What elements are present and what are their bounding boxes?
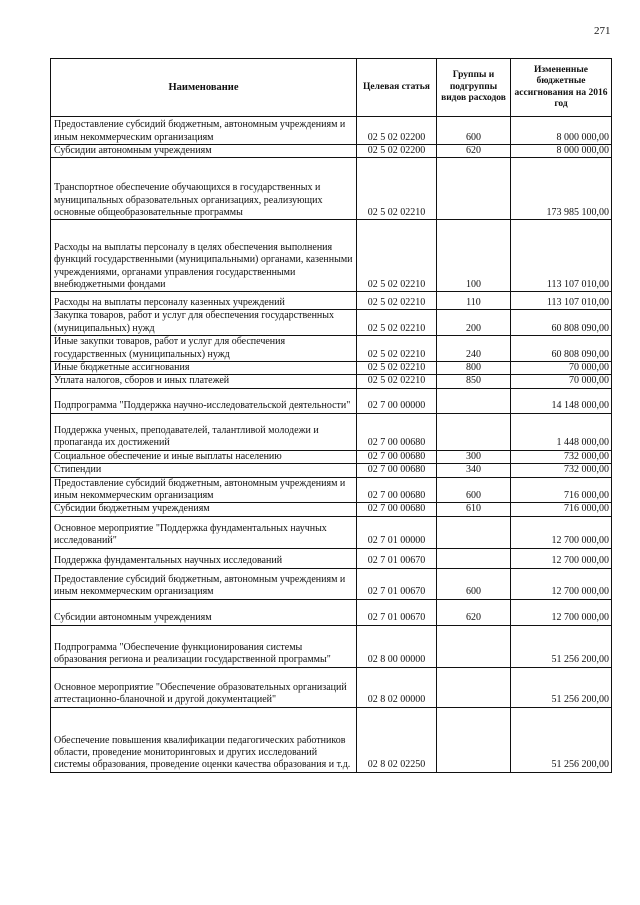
table-row bbox=[51, 336, 612, 362]
table-row bbox=[51, 599, 612, 625]
cell-code: 02 5 02 02210 bbox=[357, 220, 437, 292]
cell-amount: 716 000,00 bbox=[511, 503, 612, 516]
cell-name: Предоставление субсидий бюджетным, автономным учреждениям и иным некоммерческим организациям bbox=[51, 117, 357, 145]
cell-code: 02 7 01 00670 bbox=[357, 568, 437, 599]
cell-name: Предоставление субсидий бюджетным, автономным учреждениям и иным некоммерческим организациям bbox=[51, 568, 357, 599]
cell-group: 620 bbox=[437, 599, 511, 625]
cell-group bbox=[437, 625, 511, 667]
table-row bbox=[51, 477, 612, 503]
cell-amount: 12 700 000,00 bbox=[511, 516, 612, 548]
cell-group: 100 bbox=[437, 220, 511, 292]
cell-group: 110 bbox=[437, 292, 511, 310]
cell-name: Обеспечение повышения квалификации педагогических работников области, проведение мониторинговых и других исследований системы образования, проведение оценки качества образования и т.д. bbox=[51, 707, 357, 772]
cell-name: Предоставление субсидий бюджетным, автономным учреждениям и иным некоммерческим организациям bbox=[51, 477, 357, 503]
cell-group: 600 bbox=[437, 117, 511, 145]
header-code: Целевая статья bbox=[357, 59, 437, 117]
cell-amount: 60 808 090,00 bbox=[511, 310, 612, 336]
cell-amount: 8 000 000,00 bbox=[511, 145, 612, 158]
table-row bbox=[51, 388, 612, 413]
cell-code: 02 5 02 02210 bbox=[357, 292, 437, 310]
cell-name: Подпрограмма "Поддержка научно-исследовательской деятельности" bbox=[51, 388, 357, 413]
table-row bbox=[51, 568, 612, 599]
cell-group: 610 bbox=[437, 503, 511, 516]
cell-code: 02 8 02 02250 bbox=[357, 707, 437, 772]
table-row bbox=[51, 625, 612, 667]
cell-amount: 70 000,00 bbox=[511, 362, 612, 375]
cell-code: 02 5 02 02200 bbox=[357, 117, 437, 145]
cell-name: Подпрограмма "Обеспечение функционирования системы образования региона и реализации государственной программы" bbox=[51, 625, 357, 667]
cell-group: 850 bbox=[437, 375, 511, 388]
cell-name: Закупка товаров, работ и услуг для обеспечения государственных (муниципальных) нужд bbox=[51, 310, 357, 336]
cell-name: Расходы на выплаты персоналу казенных учреждений bbox=[51, 292, 357, 310]
cell-name: Транспортное обеспечение обучающихся в государственных и муниципальных образовательных организациях, реализующих основные общеобразовательные программы bbox=[51, 158, 357, 220]
cell-name: Поддержка ученых, преподавателей, талантливой молодежи и пропаганда их достижений bbox=[51, 413, 357, 450]
cell-amount: 173 985 100,00 bbox=[511, 158, 612, 220]
table-row bbox=[51, 450, 612, 463]
cell-code: 02 7 00 00680 bbox=[357, 450, 437, 463]
table-row bbox=[51, 548, 612, 568]
cell-group: 200 bbox=[437, 310, 511, 336]
cell-amount: 51 256 200,00 bbox=[511, 707, 612, 772]
cell-group: 240 bbox=[437, 336, 511, 362]
cell-amount: 70 000,00 bbox=[511, 375, 612, 388]
table-row bbox=[51, 464, 612, 477]
cell-code: 02 8 02 00000 bbox=[357, 667, 437, 707]
cell-code: 02 7 01 00670 bbox=[357, 548, 437, 568]
page-number: 271 bbox=[594, 25, 611, 37]
cell-group: 340 bbox=[437, 464, 511, 477]
cell-code: 02 7 01 00670 bbox=[357, 599, 437, 625]
cell-code: 02 7 00 00680 bbox=[357, 464, 437, 477]
cell-amount: 1 448 000,00 bbox=[511, 413, 612, 450]
header-name: Наименование bbox=[51, 59, 357, 117]
cell-amount: 732 000,00 bbox=[511, 464, 612, 477]
cell-amount: 60 808 090,00 bbox=[511, 336, 612, 362]
table-row bbox=[51, 310, 612, 336]
table-row bbox=[51, 503, 612, 516]
header-amount: Измененные бюджетные ассигнования на 2016 год bbox=[511, 59, 612, 117]
cell-group: 600 bbox=[437, 568, 511, 599]
cell-amount: 12 700 000,00 bbox=[511, 599, 612, 625]
cell-group: 600 bbox=[437, 477, 511, 503]
cell-group bbox=[437, 158, 511, 220]
cell-code: 02 5 02 02210 bbox=[357, 375, 437, 388]
cell-name: Основное мероприятие "Поддержка фундаментальных научных исследований" bbox=[51, 516, 357, 548]
cell-name: Субсидии бюджетным учреждениям bbox=[51, 503, 357, 516]
cell-amount: 12 700 000,00 bbox=[511, 568, 612, 599]
cell-group bbox=[437, 548, 511, 568]
cell-name: Основное мероприятие "Обеспечение образовательных организаций аттестационно-бланочной и другой документацией" bbox=[51, 667, 357, 707]
cell-amount: 51 256 200,00 bbox=[511, 667, 612, 707]
table-row bbox=[51, 375, 612, 388]
cell-group bbox=[437, 707, 511, 772]
cell-code: 02 7 00 00680 bbox=[357, 413, 437, 450]
cell-name: Субсидии автономным учреждениям bbox=[51, 599, 357, 625]
cell-group bbox=[437, 667, 511, 707]
cell-name: Иные бюджетные ассигнования bbox=[51, 362, 357, 375]
cell-code: 02 5 02 02200 bbox=[357, 145, 437, 158]
cell-name: Социальное обеспечение и иные выплаты населению bbox=[51, 450, 357, 463]
cell-group: 620 bbox=[437, 145, 511, 158]
cell-name: Расходы на выплаты персоналу в целях обеспечения выполнения функций государственными (муниципальными) органами, казенными учреждениями, органами управления государственными внебюджетными фондами bbox=[51, 220, 357, 292]
cell-group bbox=[437, 388, 511, 413]
cell-name: Стипендии bbox=[51, 464, 357, 477]
cell-code: 02 5 02 02210 bbox=[357, 336, 437, 362]
table-row bbox=[51, 413, 612, 450]
cell-code: 02 8 00 00000 bbox=[357, 625, 437, 667]
cell-amount: 732 000,00 bbox=[511, 450, 612, 463]
cell-code: 02 5 02 02210 bbox=[357, 158, 437, 220]
header-group: Группы и подгруппы видов расходов bbox=[437, 59, 511, 117]
header-row bbox=[51, 59, 612, 117]
cell-name: Уплата налогов, сборов и иных платежей bbox=[51, 375, 357, 388]
cell-name: Поддержка фундаментальных научных исследований bbox=[51, 548, 357, 568]
cell-name: Субсидии автономным учреждениям bbox=[51, 145, 357, 158]
cell-code: 02 7 01 00000 bbox=[357, 516, 437, 548]
cell-name: Иные закупки товаров, работ и услуг для обеспечения государственных (муниципальных) нужд bbox=[51, 336, 357, 362]
table-row bbox=[51, 362, 612, 375]
cell-code: 02 5 02 02210 bbox=[357, 310, 437, 336]
cell-amount: 12 700 000,00 bbox=[511, 548, 612, 568]
cell-code: 02 5 02 02210 bbox=[357, 362, 437, 375]
table-row bbox=[51, 145, 612, 158]
cell-group bbox=[437, 413, 511, 450]
cell-group: 800 bbox=[437, 362, 511, 375]
table-row bbox=[51, 292, 612, 310]
table-row bbox=[51, 516, 612, 548]
table-row bbox=[51, 707, 612, 772]
cell-amount: 716 000,00 bbox=[511, 477, 612, 503]
table-row bbox=[51, 158, 612, 220]
cell-amount: 51 256 200,00 bbox=[511, 625, 612, 667]
cell-group bbox=[437, 516, 511, 548]
cell-amount: 113 107 010,00 bbox=[511, 292, 612, 310]
cell-amount: 8 000 000,00 bbox=[511, 117, 612, 145]
cell-code: 02 7 00 00680 bbox=[357, 477, 437, 503]
budget-table bbox=[50, 58, 612, 773]
cell-code: 02 7 00 00000 bbox=[357, 388, 437, 413]
cell-group: 300 bbox=[437, 450, 511, 463]
table-row bbox=[51, 667, 612, 707]
table-row bbox=[51, 117, 612, 145]
cell-amount: 14 148 000,00 bbox=[511, 388, 612, 413]
cell-amount: 113 107 010,00 bbox=[511, 220, 612, 292]
cell-code: 02 7 00 00680 bbox=[357, 503, 437, 516]
table-row bbox=[51, 220, 612, 292]
